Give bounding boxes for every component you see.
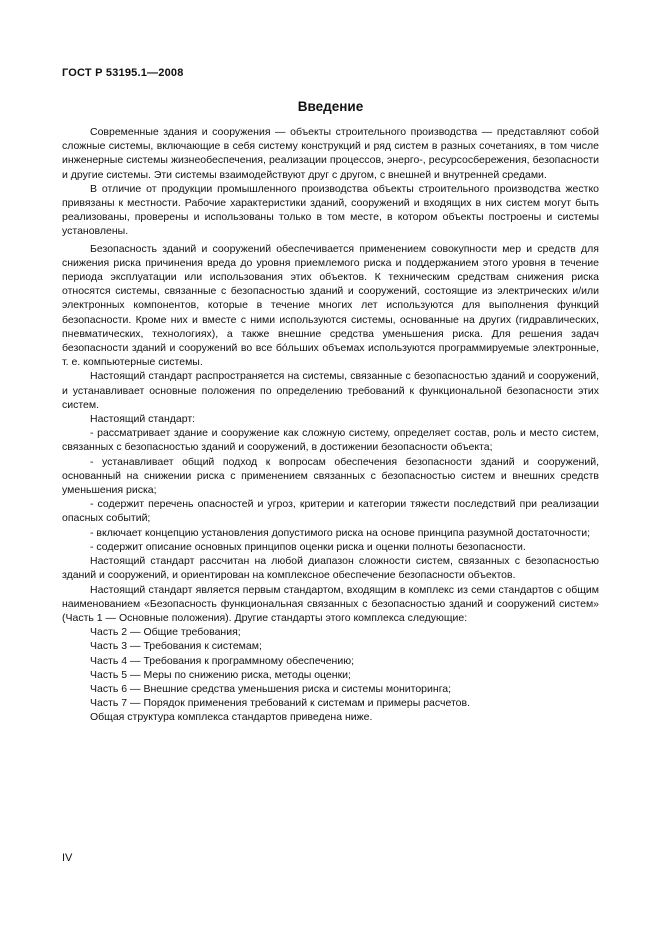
section-title: Введение (297, 99, 364, 114)
list-item: - содержит перечень опасностей и угроз, критерии и категории тяжести последствий при реализации опасных событий; (62, 498, 599, 525)
part-list-item: Часть 6 — Внешние средства уменьшения риска и системы мониторинга; (90, 682, 452, 695)
part-list-item: Часть 2 — Общие требования; (90, 626, 241, 639)
paragraph: Настоящий стандарт рассчитан на любой диапазон сложности систем, связанных с безопасностью зданий и сооружений, и ориентирован на комплексное обеспечение безопасности объектов. (62, 555, 599, 582)
part-list-item: Часть 7 — Порядок применения требований к системам и примеры расчетов. (90, 697, 470, 710)
paragraph: Настоящий стандарт является первым стандартом, входящим в комплекс из семи стандартов с общим наименованием «Безопасность функциональная связанных с безопасностью зданий и сооружений систем» (Часть 1 — Основные положения). Другие стандарты этого комплекса следующие: (62, 583, 599, 624)
part-list-item: Часть 5 — Меры по снижению риска, методы оценки; (90, 668, 351, 681)
standard-id-header: ГОСТ Р 53195.1—2008 (62, 67, 184, 79)
list-item: - содержит описание основных принципов оценки риска и оценки полноты безопасности. (90, 540, 526, 553)
list-item: - рассматривает здание и сооружение как сложную систему, определяет состав, роль и место систем, связанных с безопасностью зданий и сооружений, в достижении безопасности объекта; (62, 427, 599, 454)
list-item: - включает концепцию установления допустимого риска на основе принципа разумной достаточности; (90, 526, 591, 539)
closing-paragraph: Общая структура комплекса стандартов приведена ниже. (90, 711, 373, 724)
page-number: IV (62, 852, 73, 864)
paragraph: Современные здания и сооружения — объекты строительного производства — представляют собой сложные системы, включающие в себя систему конструкций и ряд систем в разных сочетаниях, в том числе инженерные системы жизнеобеспечения, реализации процессов, энерго-, ресурсосбережения, безопасности и другие системы. Эти системы взаимодействуют друг с другом, с внешней и внутренней средами. (62, 126, 599, 181)
paragraph: Безопасность зданий и сооружений обеспечивается применением совокупности мер и средств для снижения риска причинения вреда до уровня приемлемого риска и поддержанием этого уровня в течение периода эксплуатации или использования этих объектов. К техническим средствам снижения риска относятся системы, связанные с безопасностью зданий и сооружений, состоящие из электрических и/или электронных компонентов, которые в течение многих лет используются для выполнения функций безопасности. Кроме них и вместе с ними используются системы, основанные на других (гидравлических, пневматических, технологиях), а также внешние средства уменьшения риска. Для решения задач безопасности зданий и сооружений во все бóльших объемах используются программируемые электронные, т. е. компьютерные системы. (62, 242, 599, 369)
part-list-item: Часть 4 — Требования к программному обеспечению; (90, 654, 354, 667)
paragraph: Настоящий стандарт распространяется на системы, связанные с безопасностью зданий и сооружений, и устанавливает основные положения по определению требований к функциональной безопасности этих систем. (62, 370, 599, 411)
part-list-item: Часть 3 — Требования к системам; (90, 640, 262, 653)
paragraph: В отличие от продукции промышленного производства объекты строительного производства жестко привязаны к местности. Рабочие характеристики зданий, сооружений и входящих в них систем могут быть реализованы, проверены и использованы только в том месте, в котором объекты построены и системы установлены. (62, 182, 599, 238)
section-body (62, 125, 599, 725)
list-item: - устанавливает общий подход к вопросам обеспечения безопасности зданий и сооружений, основанный на снижении риска с применением связанных с безопасностью систем и внешних средств уменьшения риска; (62, 455, 599, 497)
paragraph: Настоящий стандарт: (90, 413, 196, 426)
